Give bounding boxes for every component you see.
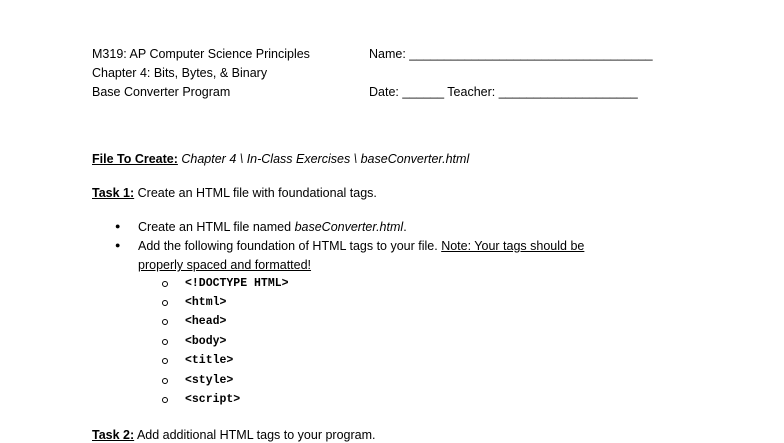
bullet-text: Create an HTML file named bbox=[138, 220, 295, 234]
program-title: Base Converter Program bbox=[92, 85, 231, 99]
task1-heading bbox=[92, 185, 377, 201]
tag-item: <head> bbox=[185, 315, 227, 328]
chapter-title: Chapter 4: Bits, Bytes, & Binary bbox=[92, 66, 268, 80]
tag-item: <body> bbox=[185, 335, 227, 348]
bullet-item-add-tags bbox=[138, 238, 584, 254]
file-path: Chapter 4 \ In-Class Exercises \ baseConverter.html bbox=[177, 152, 470, 166]
task2-label: Task 2: bbox=[92, 428, 135, 442]
file-to-create-label: File To Create: bbox=[92, 152, 178, 166]
tag-item: <title> bbox=[185, 354, 234, 367]
tag-item: <!DOCTYPE HTML> bbox=[185, 277, 289, 290]
tag-item: <html> bbox=[185, 296, 227, 309]
bullet-text: Add the following foundation of HTML tags to your file. bbox=[138, 239, 442, 253]
note-text-continued: properly spaced and formatted! bbox=[138, 258, 312, 272]
task1-text: Create an HTML file with foundational tags. bbox=[134, 186, 377, 200]
bullet-filename: baseConverter.html bbox=[294, 220, 404, 234]
circle-bullet-icon bbox=[162, 300, 168, 306]
note-text: Note: Your tags should be bbox=[441, 239, 585, 253]
bullet-icon: ● bbox=[115, 240, 121, 250]
tag-item: <script> bbox=[185, 393, 241, 406]
circle-bullet-icon bbox=[162, 281, 168, 287]
circle-bullet-icon bbox=[162, 319, 168, 325]
bullet-suffix: . bbox=[403, 220, 407, 234]
tag-item: <style> bbox=[185, 374, 234, 387]
circle-bullet-icon bbox=[162, 358, 168, 364]
task1-label: Task 1: bbox=[92, 186, 135, 200]
name-field: Name: ___________________________________ bbox=[369, 47, 653, 61]
bullet-icon: ● bbox=[115, 221, 121, 231]
bullet-item-create-file bbox=[138, 219, 407, 235]
course-title: M319: AP Computer Science Principles bbox=[92, 47, 310, 61]
task2-text: Add additional HTML tags to your program. bbox=[134, 428, 376, 442]
date-teacher-field: Date: ______ Teacher: ____________________ bbox=[369, 85, 638, 99]
circle-bullet-icon bbox=[162, 339, 168, 345]
circle-bullet-icon bbox=[162, 378, 168, 384]
file-to-create bbox=[92, 151, 469, 167]
circle-bullet-icon bbox=[162, 397, 168, 403]
